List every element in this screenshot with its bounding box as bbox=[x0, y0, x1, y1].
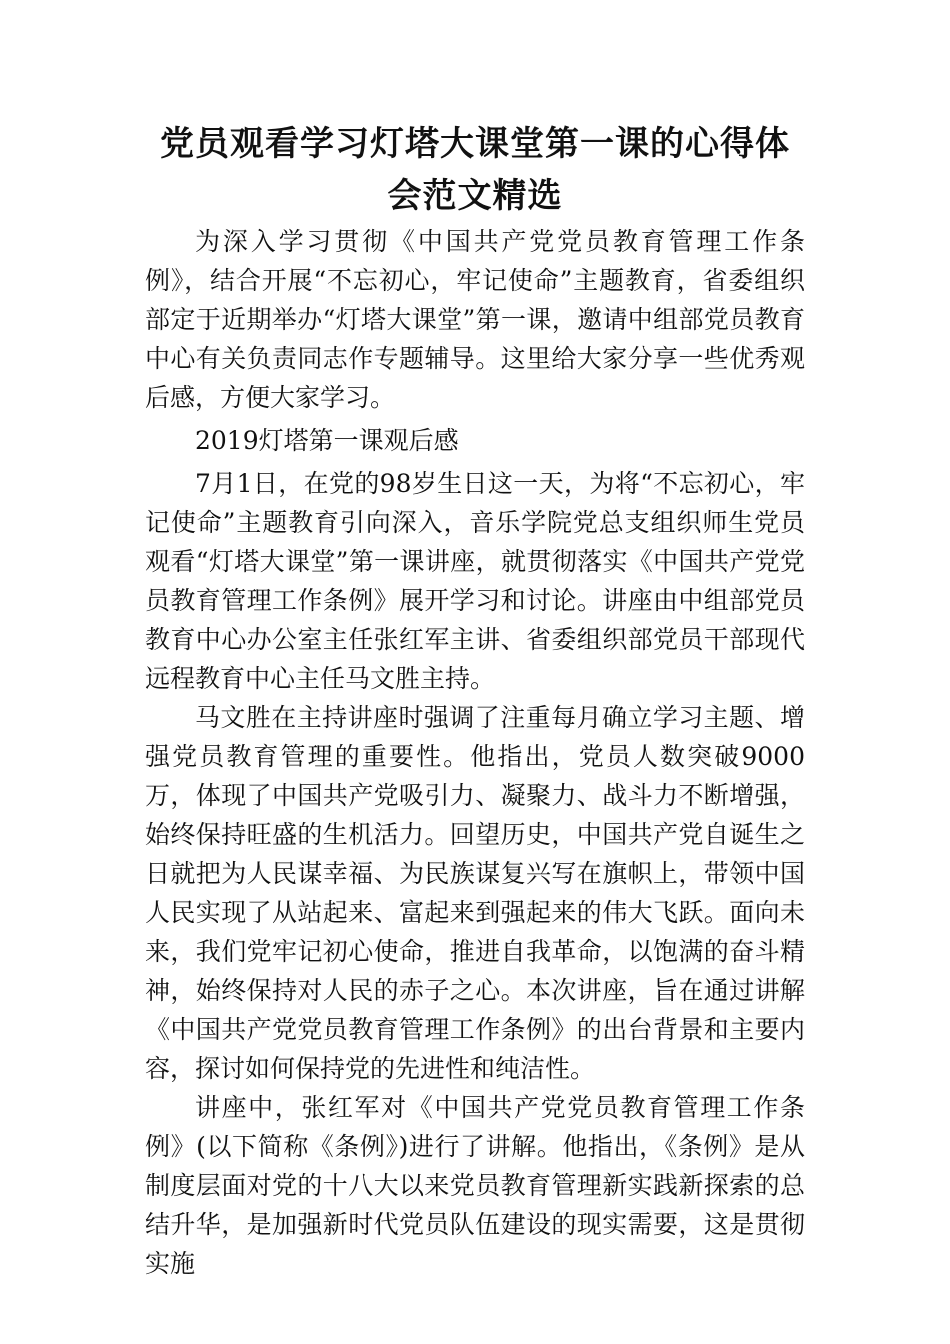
document-title: 党员观看学习灯塔大课堂第一课的心得体会范文精选 bbox=[160, 124, 790, 216]
document-body bbox=[145, 222, 805, 1283]
paragraph-lecture: 7月1日，在党的98岁生日这一天，为将“不忘初心，牢记使命”主题教育引向深入，音乐学院党总支组织师生党员观看“灯塔大课堂”第一课讲座，就贯彻落实《中国共产党党员教育管理工作条例》展开学习和讨论。讲座由中组部党员教育中心办公室主任张红军主讲、省委组织部党员干部现代远程教育中心主任马文胜主持。 bbox=[145, 469, 805, 693]
paragraph-intro: 为深入学习贯彻《中国共产党党员教育管理工作条例》，结合开展“不忘初心，牢记使命”主题教育，省委组织部定于近期举办“灯塔大课堂”第一课，邀请中组部党员教育中心有关负责同志作专题辅导。这里给大家分享一些优秀观后感，方便大家学习。 bbox=[145, 227, 805, 412]
section-subtitle: 2019灯塔第一课观后感 bbox=[195, 426, 459, 455]
paragraph-host-remarks: 马文胜在主持讲座时强调了注重每月确立学习主题、增强党员教育管理的重要性。他指出，党员人数突破9000万，体现了中国共产党吸引力、凝聚力、战斗力不断增强，始终保持旺盛的生机活力。回望历史，中国共产党自诞生之日就把为人民谋幸福、为民族谋复兴写在旗帜上，带领中国人民实现了从站起来、富起来到强起来的伟大飞跃。面向未来，我们党牢记初心使命，推进自我革命，以饱满的奋斗精神，始终保持对人民的赤子之心。本次讲座，旨在通过讲解《中国共产党党员教育管理工作条例》的出台背景和主要内容，探讨如何保持党的先进性和纯洁性。 bbox=[145, 703, 805, 1083]
paragraph-speaker: 讲座中，张红军对《中国共产党党员教育管理工作条例》(以下简称《条例》)进行了讲解。他指出，《条例》是从制度层面对党的十八大以来党员教育管理新实践新探索的总结升华，是加强新时代党员队伍建设的现实需要，这是贯彻实施 bbox=[145, 1093, 805, 1278]
